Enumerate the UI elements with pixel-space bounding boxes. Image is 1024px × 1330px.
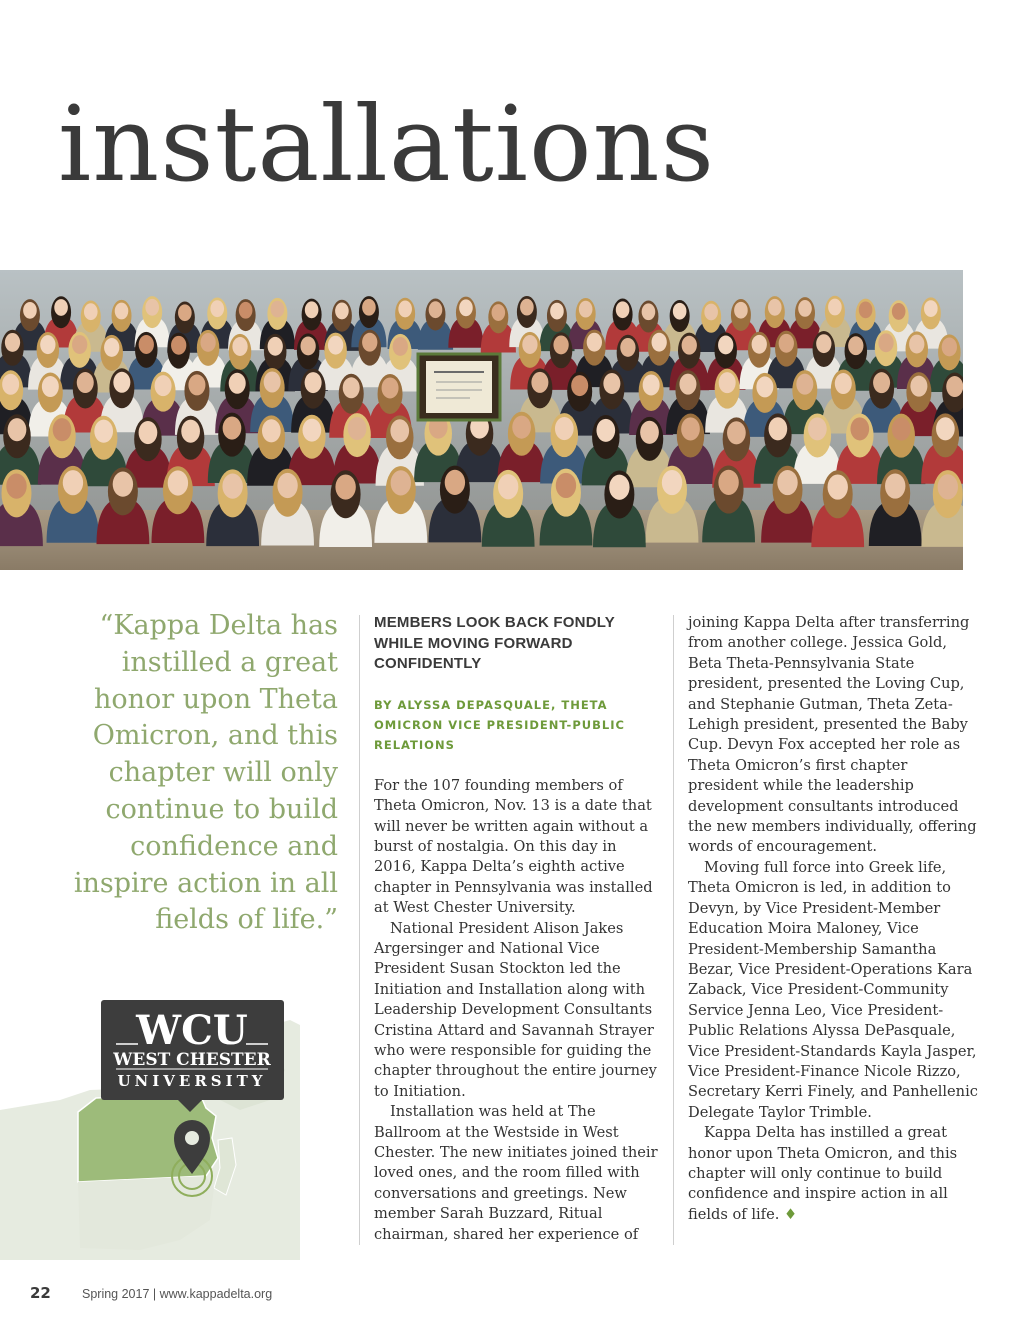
location-map [0,990,300,1260]
person-face [139,335,154,354]
person-face [53,418,72,441]
person-face [909,335,924,354]
person-face [892,418,911,441]
wcu-name-line2: UNIVERSITY [117,1072,267,1090]
end-mark-diamond-icon: ♦ [784,1205,798,1223]
person-face [139,421,158,444]
person-face [262,419,281,442]
person-face [556,473,576,498]
footer-text: Spring 2017 | www.kappadelta.org [82,1287,273,1301]
person-face [808,417,827,440]
person-face [239,302,253,319]
person-face [522,335,537,354]
person-face [155,375,172,396]
column-divider-left [359,615,360,1245]
article-column-2 [688,613,978,1225]
person-face [188,374,205,395]
wcu-name-line1: WEST CHESTER [113,1050,271,1070]
person-face [200,333,215,352]
article-closing-text: Kappa Delta has instilled a great honor upon Theta Omicron, and this chapter will only continue to build confidence and inspire action in all fields of life. [688,1124,958,1223]
person-face [878,333,893,352]
person-face [498,474,518,499]
person-face [531,372,548,393]
person-face [752,335,767,354]
person-face [72,335,87,354]
column-divider-right [673,615,674,1245]
person-face [609,475,629,500]
person-face [550,303,564,320]
person-face [620,338,635,357]
person-face [271,301,285,318]
person-face [640,421,659,444]
person-face [942,338,957,357]
person-face [727,421,746,444]
person-face [115,303,129,320]
person-face [587,333,602,352]
article-headline: MEMBERS LOOK BACK FONDLY WHILE MOVING FORWARD CONFIDENTLY [374,614,615,672]
person-face [335,303,349,320]
person-face [643,374,660,395]
person-face [429,301,443,318]
person-face [512,416,531,439]
person-face [719,372,736,393]
person-face [816,334,831,353]
person-face [2,374,19,395]
person-face [673,303,687,320]
person-face [734,302,748,319]
person-face [603,373,620,394]
person-face [652,333,667,352]
page-footer [30,1284,272,1303]
article-paragraph-final [688,1123,978,1225]
person-face [305,301,319,318]
person-face [305,372,322,393]
person-face [94,420,113,443]
person-face [277,473,297,498]
person-face [885,473,905,498]
person-face [848,336,863,355]
person-face [492,304,506,321]
person-face [300,337,315,356]
person-face [222,474,242,499]
person-face [445,470,465,495]
person-face [924,300,938,317]
person-face [873,372,890,393]
person-face [682,336,697,355]
person-face [303,419,322,442]
person-face [892,303,906,320]
person-face [938,474,958,499]
person-face [168,470,188,495]
person-face [459,299,473,316]
article-paragraph: Moving full force into Greek life, Theta Omicron is led, in addition to Devyn, by Vice President-Member Education Moira Maloney, Vice President-Membership Samantha Bezar, Vice President-Operations Kara Zaback, Vice President-Community Service Jenna Leo, Vice President-Public Relations Alyssa DePasquale, Vice President-Standards Kayla Jasper, Vice President-Finance Nicole Rizzo, Secretary Kerri Finely, and Panhellenic Delegate Taylor Trimble. [688,858,978,1121]
article-paragraph: Installation was held at The Ballroom at the Westside in West Chester. The new initiates joined their loved ones, and the room filled with conversations and greetings. New member Sarah Buzzard, Ritual chairman, shared her experience of [374,1103,658,1243]
person-face [555,417,574,440]
person-face [113,372,130,393]
person-face [343,377,360,398]
article-byline: BY ALYSSA DEPASQUALE, THETA OMICRON VICE PRESIDENT-PUBLIC RELATIONS [374,697,625,753]
article-paragraph: joining Kappa Delta after transferring from another college. Jessica Gold, Beta Theta-Pennsylvania State president, presented the Loving Cup, and Stephanie Gutman, Theta Zeta-Lehigh president, presented the Baby Cup. Devyn Fox accepted her role as Theta Omicron’s first chapter president while the leadership development consultants introduced the new members individually, offering words of encouragement. [688,614,977,856]
person-face [390,419,409,442]
person-face [946,376,963,397]
person-face [210,300,224,317]
person-face [113,472,133,497]
person-face [6,474,26,499]
person-face [596,419,615,442]
person-face [23,302,37,319]
person-face [768,299,782,316]
person-face [679,374,696,395]
person-face [268,337,283,356]
person-face [553,335,568,354]
page-number: 22 [30,1284,51,1302]
person-face [859,301,873,318]
article-paragraph: National President Alison Jakes Argersinger and National Vice President Susan Stockton led the Initiation and Installation along with Leadership Development Consultants Cristina Attard and Savannah Strayer who were responsible for guiding the chapter throughout the entire journey to Initiation. [374,919,657,1100]
person-face [798,300,812,317]
person-face [77,372,94,393]
person-face [579,301,593,318]
person-face [835,373,852,394]
person-face [84,303,98,320]
wcu-logo-text: WCU [136,1007,248,1054]
northeast-map-illustration [0,990,300,1260]
person-face [335,474,355,499]
person-face [8,418,27,441]
person-face [223,416,242,439]
pull-quote: “Kappa Delta has instilled a great honor upon Theta Omicron, and this chapter will only continue to build confidence and inspire action in all fields of life.” [73,610,338,936]
person-face [571,375,588,396]
person-face [229,373,246,394]
person-face [662,470,682,495]
person-face [642,303,656,320]
person-face [520,299,534,316]
person-face [681,417,700,440]
person-face [171,336,186,355]
person-face [232,337,247,356]
person-face [828,474,848,499]
group-photo [0,270,963,570]
person-face [42,376,59,397]
person-face [936,417,955,440]
person-face [777,470,797,495]
article-paragraph: For the 107 founding members of Theta Omicron, Nov. 13 is a date that will never be written again without a burst of nostalgia. On this day in 2016, Kappa Delta’s eighth active chapter in Pennsylvania was installed at West Chester University. [374,776,653,917]
person-face [382,377,399,398]
person-face [393,337,408,356]
person-face [40,335,55,354]
person-face [910,376,927,397]
person-face [704,304,718,321]
person-face [718,470,738,495]
person-face [850,417,869,440]
person-face [828,299,842,316]
person-face [756,376,773,397]
person-face [54,299,68,316]
person-face [769,417,788,440]
group-photo-illustration [0,270,963,570]
person-face [63,470,83,495]
person-face [178,304,192,321]
person-face [5,333,20,352]
person-face [348,417,367,440]
person-face [145,299,159,316]
person-face [104,338,119,357]
person-face [391,470,411,495]
person-face [181,420,200,443]
person-face [796,374,813,395]
person-face [718,336,733,355]
article-column-1 [374,613,659,1245]
person-face [362,299,376,316]
person-face [362,333,377,352]
person-face [616,301,630,318]
person-face [264,372,281,393]
person-face [328,336,343,355]
person-face [398,301,412,318]
person-face [779,334,794,353]
page-title: installations [58,83,715,205]
